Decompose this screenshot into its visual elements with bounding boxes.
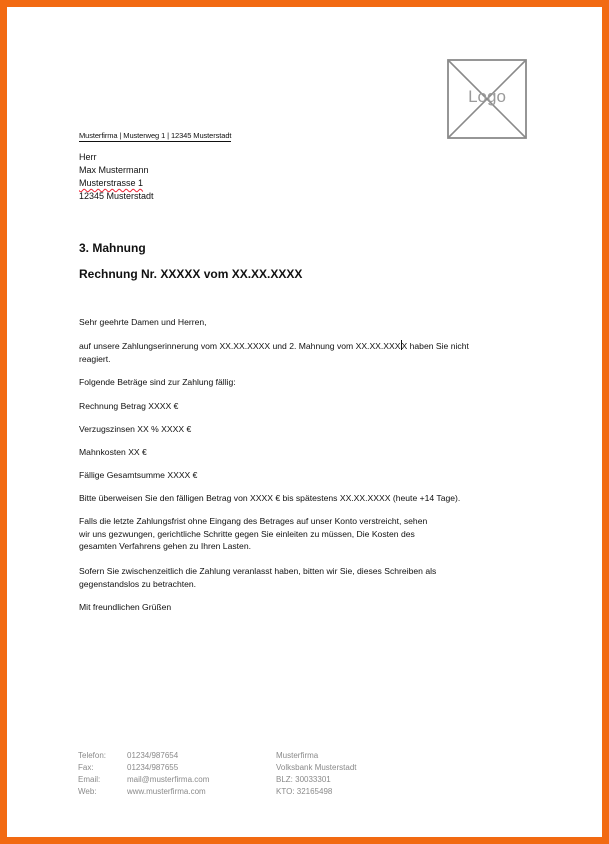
recipient-city: 12345 Musterstadt (79, 191, 154, 201)
footer-labels (78, 750, 106, 798)
line-invoice-amount: Rechnung Betrag XXXX € (79, 401, 179, 411)
paragraph-amounts-due: Folgende Beträge sind zur Zahlung fällig: (79, 377, 236, 387)
paragraph-warning (79, 515, 539, 553)
paragraph-void (79, 565, 539, 590)
line-total: Fällige Gesamtsumme XXXX € (79, 470, 198, 480)
footer-label-web: Web: (78, 787, 97, 796)
footer-label-email: Email: (78, 775, 101, 784)
footer-label-fax: Fax: (78, 763, 94, 772)
paragraph-reminder-text-b: X haben Sie nicht (401, 341, 469, 351)
paragraph-warning-line-2: wir uns gezwungen, gerichtliche Schritte gegen Sie einleiten zu müssen, Die Kosten des (79, 528, 415, 539)
reminder-heading: 3. Mahnung (79, 241, 146, 255)
footer-company-name: Musterfirma (276, 751, 319, 760)
recipient-street: Musterstrasse 1 (79, 178, 144, 188)
paragraph-warning-line-1: Falls die letzte Zahlungsfrist ohne Eingang des Betrages auf unser Konto verstreicht, sehen (79, 516, 428, 526)
paragraph-warning-line-3: gesamten Verfahrens gehen zu Ihren Lasten. (79, 541, 251, 551)
closing: Mit freundlichen Grüßen (79, 602, 172, 612)
logo-text: Logo (468, 87, 506, 106)
footer-label-phone: Telefon: (78, 751, 107, 760)
line-interest: Verzugszinsen XX % XXXX € (79, 424, 192, 434)
greeting: Sehr geehrte Damen und Herren, (79, 317, 207, 327)
recipient-name: Max Mustermann (79, 165, 149, 175)
paragraph-reminder (79, 340, 539, 365)
paragraph-payment: Bitte überweisen Sie den fälligen Betrag von XXXX € bis spätestens XX.XX.XXXX (heute +14 Tage). (79, 493, 461, 503)
sender-line: Musterfirma | Musterweg 1 | 12345 Musterstadt (79, 131, 232, 140)
paragraph-reminder-text-c: reagiert. (79, 353, 111, 364)
paragraph-void-line-2: gegenstandslos zu betrachten. (79, 578, 197, 589)
footer-email: mail@musterfirma.com (127, 775, 210, 784)
footer-bank: Volksbank Musterstadt (276, 763, 357, 772)
footer-values (127, 750, 209, 798)
line-fees: Mahnkosten XX € (79, 447, 147, 457)
paragraph-reminder-text-a: auf unsere Zahlungserinnerung vom XX.XX.XXXX und 2. Mahnung vom XX.XX.XXX (79, 341, 401, 351)
footer-company (276, 750, 356, 798)
footer-kto: KTO: 32165498 (276, 787, 333, 796)
footer-fax: 01234/987655 (127, 763, 179, 772)
footer-blz: BLZ: 30033301 (276, 775, 331, 784)
document-page (7, 7, 602, 837)
recipient-salutation: Herr (79, 152, 97, 162)
footer-web: www.musterfirma.com (127, 787, 206, 796)
paragraph-void-line-1: Sofern Sie zwischenzeitlich die Zahlung veranlasst haben, bitten wir Sie, dieses Schreiben als (79, 566, 437, 576)
footer (78, 750, 578, 802)
invoice-subject: Rechnung Nr. XXXXX vom XX.XX.XXXX (79, 267, 303, 281)
footer-phone: 01234/987654 (127, 751, 179, 760)
logo-placeholder (447, 59, 527, 139)
